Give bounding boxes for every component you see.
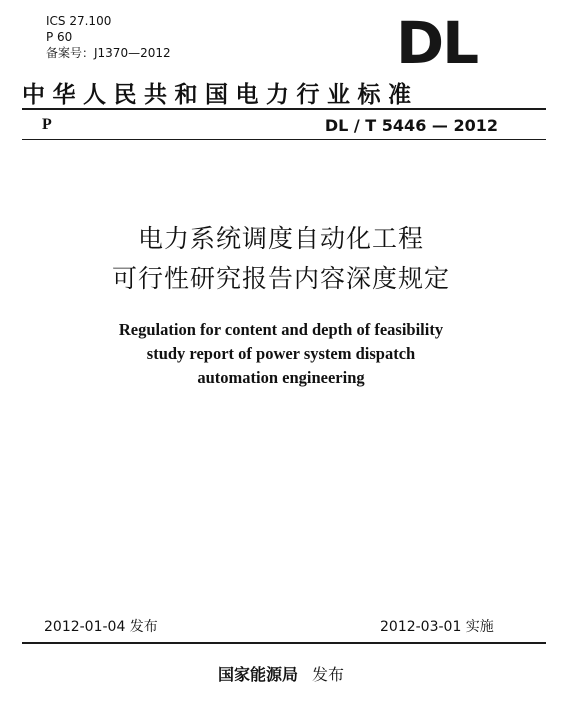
english-title-line-1: Regulation for content and depth of feasibility [118,320,444,339]
english-title-line-2: study report of power system dispatch [146,344,416,363]
publish-verb: 发布 [312,665,345,684]
english-title-line-3: automation engineering [197,368,365,387]
chinese-title-line-2: 可行性研究报告内容深度规定 [111,264,450,293]
record-number: 备案号：J1370—2012 [46,46,171,60]
ics-code: ICS 27.100 [46,14,112,28]
publisher-line [0,662,562,685]
effective-date: 2012-03-01 实施 [380,619,494,635]
footer-rule [22,642,546,644]
top-rule [22,108,546,110]
header-rule [22,139,546,140]
dl-logo: DL [396,9,478,77]
issue-date: 2012-01-04 发布 [44,619,158,635]
industry-standard-banner: 中华人民共和国电力行业标准 [22,81,419,108]
chinese-title-line-1: 电力系统调度自动化工程 [137,224,424,253]
standard-number: DL / T 5446 — 2012 [324,116,498,135]
publisher-name: 国家能源局 [217,665,298,684]
class-code: P 60 [46,30,73,44]
classification-letter: P [42,116,52,133]
